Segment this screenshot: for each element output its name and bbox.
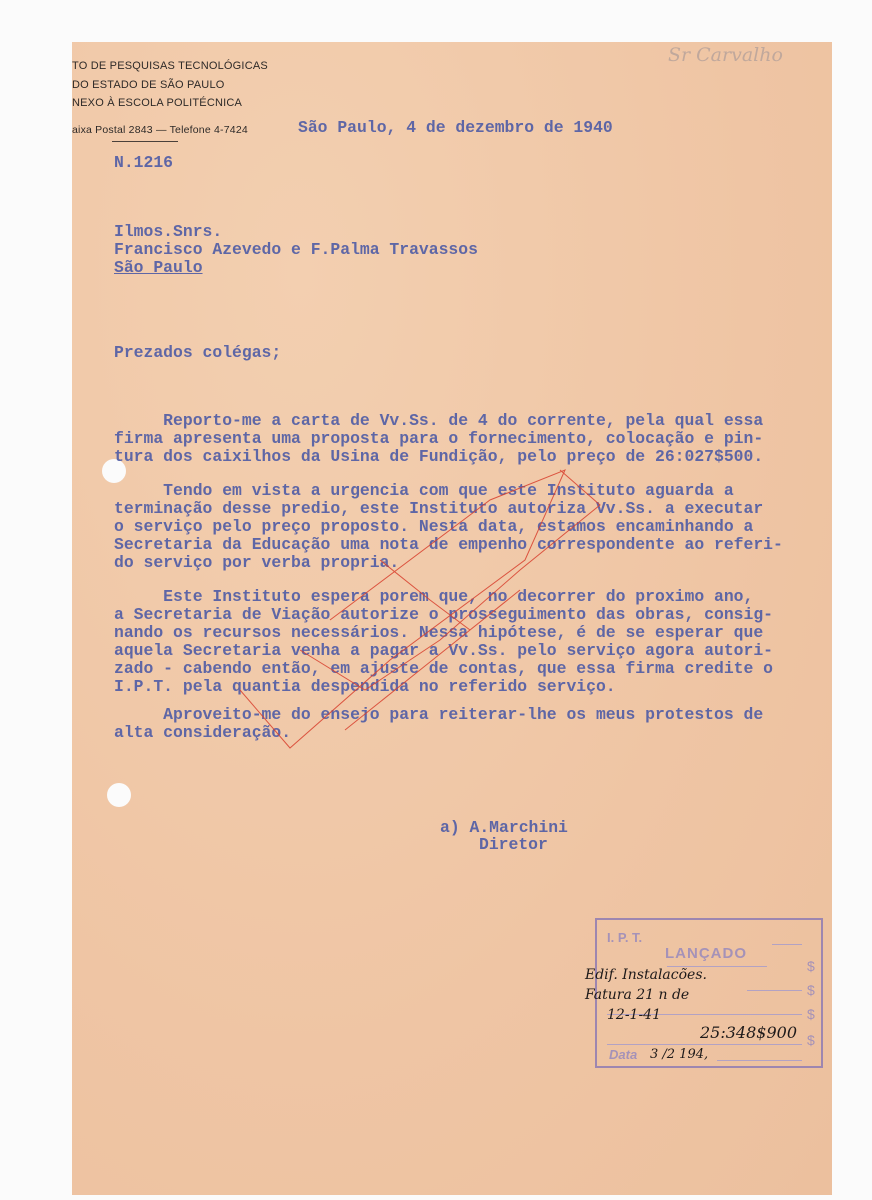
stamp-org: I. P. T. [607,930,643,945]
currency-mark: $ [807,1006,815,1022]
text-line: tura dos caixilhos da Usina de Fundição, pelo preço de 26:027$500. [114,447,764,466]
letterhead-contact: aixa Postal 2843 — Telefone 4-7424 [72,124,248,136]
text-line: Tendo em vista a urgencia com que este Instituto aguarda a [114,481,734,500]
letterhead-line: DO ESTADO DE SÃO PAULO [72,79,225,91]
addressee-city: São Paulo [114,258,203,277]
handwritten-note: Fatura 21 n de [585,987,690,1003]
currency-mark: $ [807,982,815,998]
signature-name: a) A.Marchini [440,818,568,837]
pencil-note: Sr Carvalho [668,44,783,66]
addressee-line: Francisco Azevedo e F.Palma Travassos [114,240,478,259]
handwritten-note: 12-1-41 [607,1007,661,1023]
text-line: a Secretaria de Viação autorize o prosseguimento das obras, consig- [114,605,774,624]
text-line: Este Instituto espera porem que, no decorrer do proximo ano, [114,587,754,606]
salutation: Prezados colégas; [114,343,282,362]
text-line: Reporto-me a carta de Vv.Ss. de 4 do corrente, pela qual essa [114,411,764,430]
text-line: Secretaria da Educação uma nota de empenho correspondente ao referi- [114,535,783,554]
addressee-line: Ilmos.Snrs. [114,222,223,241]
currency-mark: $ [807,1032,815,1048]
letterhead-line: NEXO À ESCOLA POLITÉCNICA [72,97,243,109]
text-line: nando os recursos necessários. Nessa hipótese, é de se esperar que [114,623,764,642]
signature-title: Diretor [479,835,548,854]
text-line: alta consideração. [114,723,292,742]
text-line: o serviço pelo preço proposto. Nesta data, estamos encaminhando a [114,517,754,536]
currency-mark: $ [807,958,815,974]
reference-number: N.1216 [114,153,174,172]
letterhead-line: TO DE PESQUISAS TECNOLÓGICAS [72,60,268,72]
text-line: firma apresenta uma proposta para o fornecimento, colocação e pin- [114,429,764,448]
stamp-status: LANÇADO [665,945,747,962]
text-line: do serviço por verba propria. [114,553,400,572]
stamp-date-label: Data [609,1047,638,1062]
text-line: I.P.T. pela quantia despendida no referido serviço. [114,677,616,696]
handwritten-amount: 25:348$900 [700,1023,798,1042]
text-line: terminação desse predio, este Instituto autoriza Vv.Ss. a executar [114,499,764,518]
text-line: aquela Secretaria venha a pagar a Vv.Ss. pelo serviço agora autori- [114,641,774,660]
handwritten-note: Edif. Instalacões. [585,967,707,983]
text-line: Aproveito-me do ensejo para reiterar-lhe os meus protestos de [114,705,764,724]
text-line: zado - cabendo então, em ajuste de contas, que essa firma credite o [114,659,774,678]
date-line: São Paulo, 4 de dezembro de 1940 [298,118,613,137]
handwritten-date: 3 /2 194, [650,1047,709,1062]
